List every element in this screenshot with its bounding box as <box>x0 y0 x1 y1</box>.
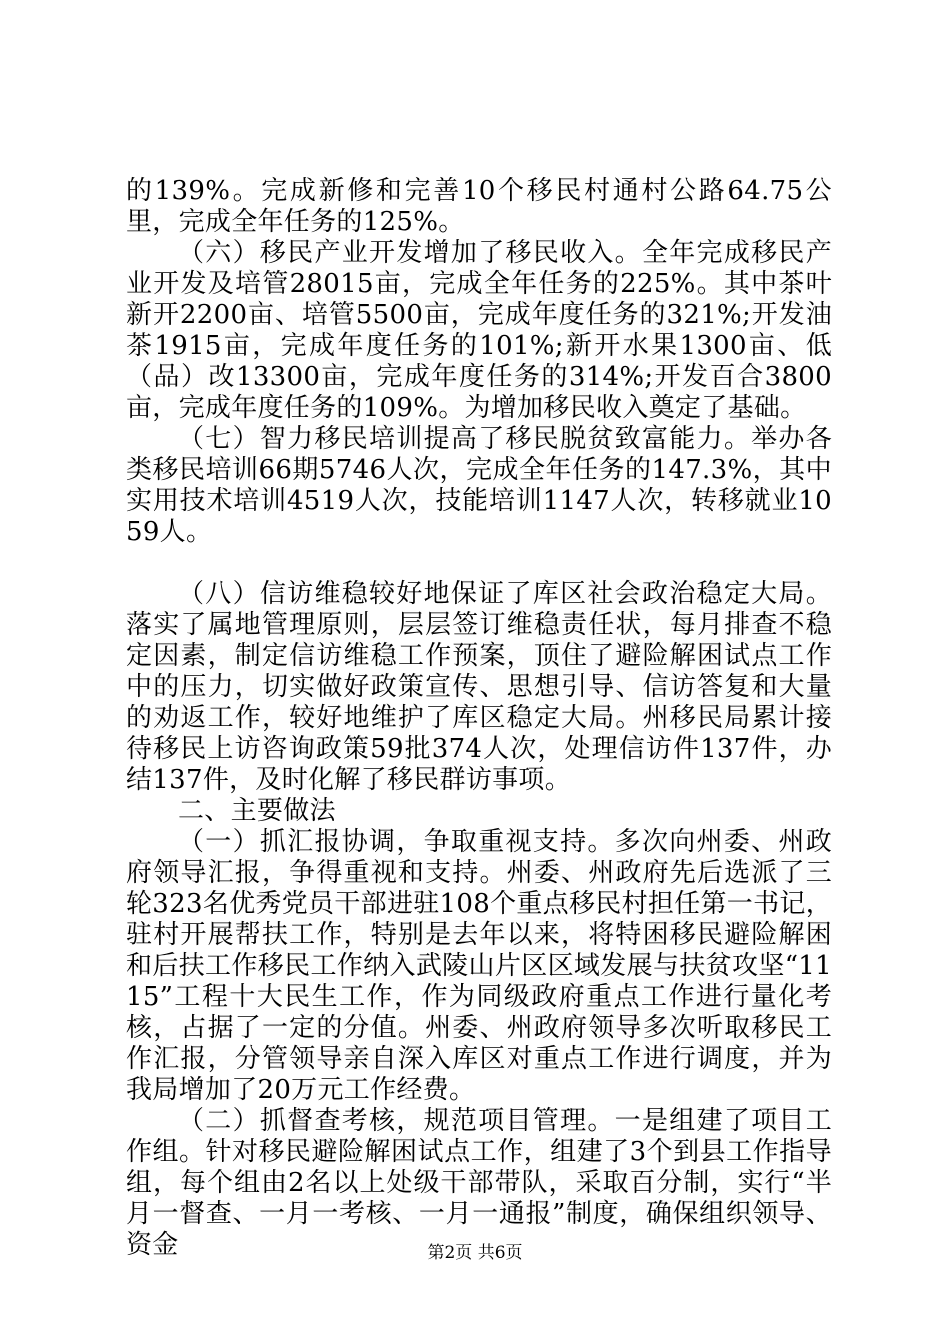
heading-main-practices: 二、主要做法 <box>178 796 336 826</box>
paragraph-gap <box>126 548 832 579</box>
paragraph-section-6: （六）移民产业开发增加了移民收入。全年完成移民产业开发及培管28015亩，完成全年任务的225%。其中茶叶新开2200亩、培管5500亩，完成年度任务的321%;开发油茶1915亩，完成年度任务的101%;新开水果1300亩、低（品）改13300亩，完成年度任务的314%;开发百合3800亩，完成年度任务的109%。为增加移民收入奠定了基础。 <box>126 238 832 423</box>
paragraph-section-8: （八）信访维稳较好地保证了库区社会政治稳定大局。落实了属地管理原则，层层签订维稳责任状，每月排查不稳定因素，制定信访维稳工作预案，顶住了避险解困试点工作中的压力，切实做好政策宣传、思想引导、信访答复和大量的劝返工作，较好地维护了库区稳定大局。州移民局累计接待移民上访咨询政策59批374人次，处理信访件137件，办结137件，及时化解了移民群访事项。 <box>126 579 832 795</box>
paragraph-practice-2: （二）抓督查考核，规范项目管理。一是组建了项目工作组。针对移民避险解困试点工作，组建了3个到县工作指导组，每个组由2名以上处级干部带队，采取百分制，实行“半月一督查、一月一考核、一月一通报”制度，确保组织领导、资金 <box>126 1106 832 1260</box>
document-body <box>126 176 832 1261</box>
page-footer: 第2页 共6页 <box>427 1243 523 1263</box>
paragraph-section-7: （七）智力移民培训提高了移民脱贫致富能力。举办各类移民培训66期5746人次，完成全年任务的147.3%，其中实用技术培训4519人次，技能培训1147人次，转移就业1059人。 <box>126 424 832 547</box>
paragraph-practice-1: （一）抓汇报协调，争取重视支持。多次向州委、州政府领导汇报，争得重视和支持。州委、州政府先后选派了三轮323名优秀党员干部进驻108个重点移民村担任第一书记，驻村开展帮扶工作，特别是去年以来，将特困移民避险解困和后扶工作移民工作纳入武陵山片区区域发展与扶贫攻坚“1115”工程十大民生工作，作为同级政府重点工作进行量化考核，占据了一定的分值。州委、州政府领导多次听取移民工作汇报，分管领导亲自深入库区对重点工作进行调度，并为我局增加了20万元工作经费。 <box>126 827 832 1105</box>
paragraph-continuation: 的139%。完成新修和完善10个移民村通村公路64.75公里，完成全年任务的125%。 <box>126 176 832 237</box>
